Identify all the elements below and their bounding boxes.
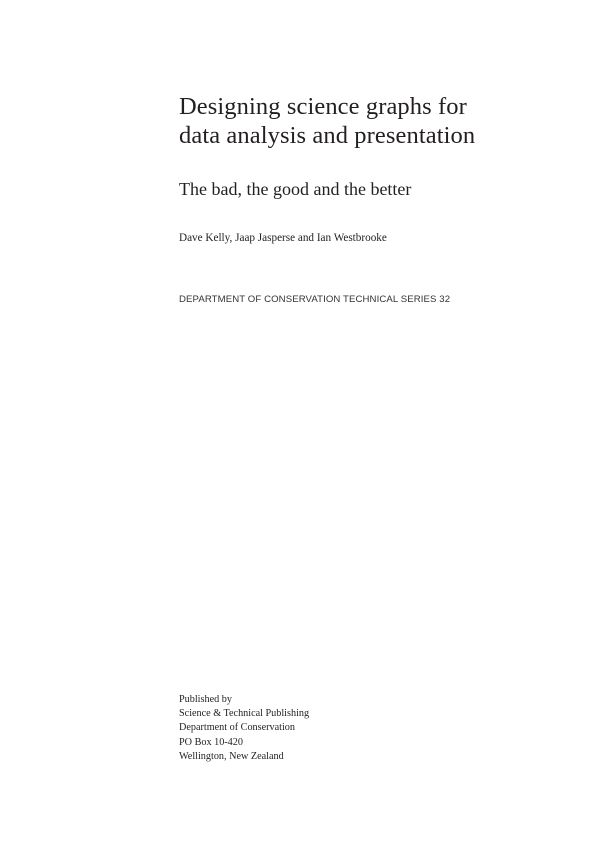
publisher-line: Published by (179, 694, 232, 705)
publisher-block (179, 693, 309, 764)
title-line-1: Designing science graphs for (179, 93, 467, 120)
title-line-2: data analysis and presentation (179, 122, 476, 149)
publisher-line: Wellington, New Zealand (179, 750, 284, 762)
publisher-line: PO Box 10-420 (179, 736, 243, 748)
document-subtitle: The bad, the good and the better (179, 179, 412, 199)
authors: Dave Kelly, Jaap Jasperse and Ian Westbrooke (179, 232, 387, 244)
publisher-line: Science & Technical Publishing (179, 708, 310, 720)
document-title (179, 92, 579, 150)
series-label: DEPARTMENT OF CONSERVATION TECHNICAL SERIES 32 (179, 294, 451, 305)
publisher-line: Department of Conservation (179, 722, 295, 734)
